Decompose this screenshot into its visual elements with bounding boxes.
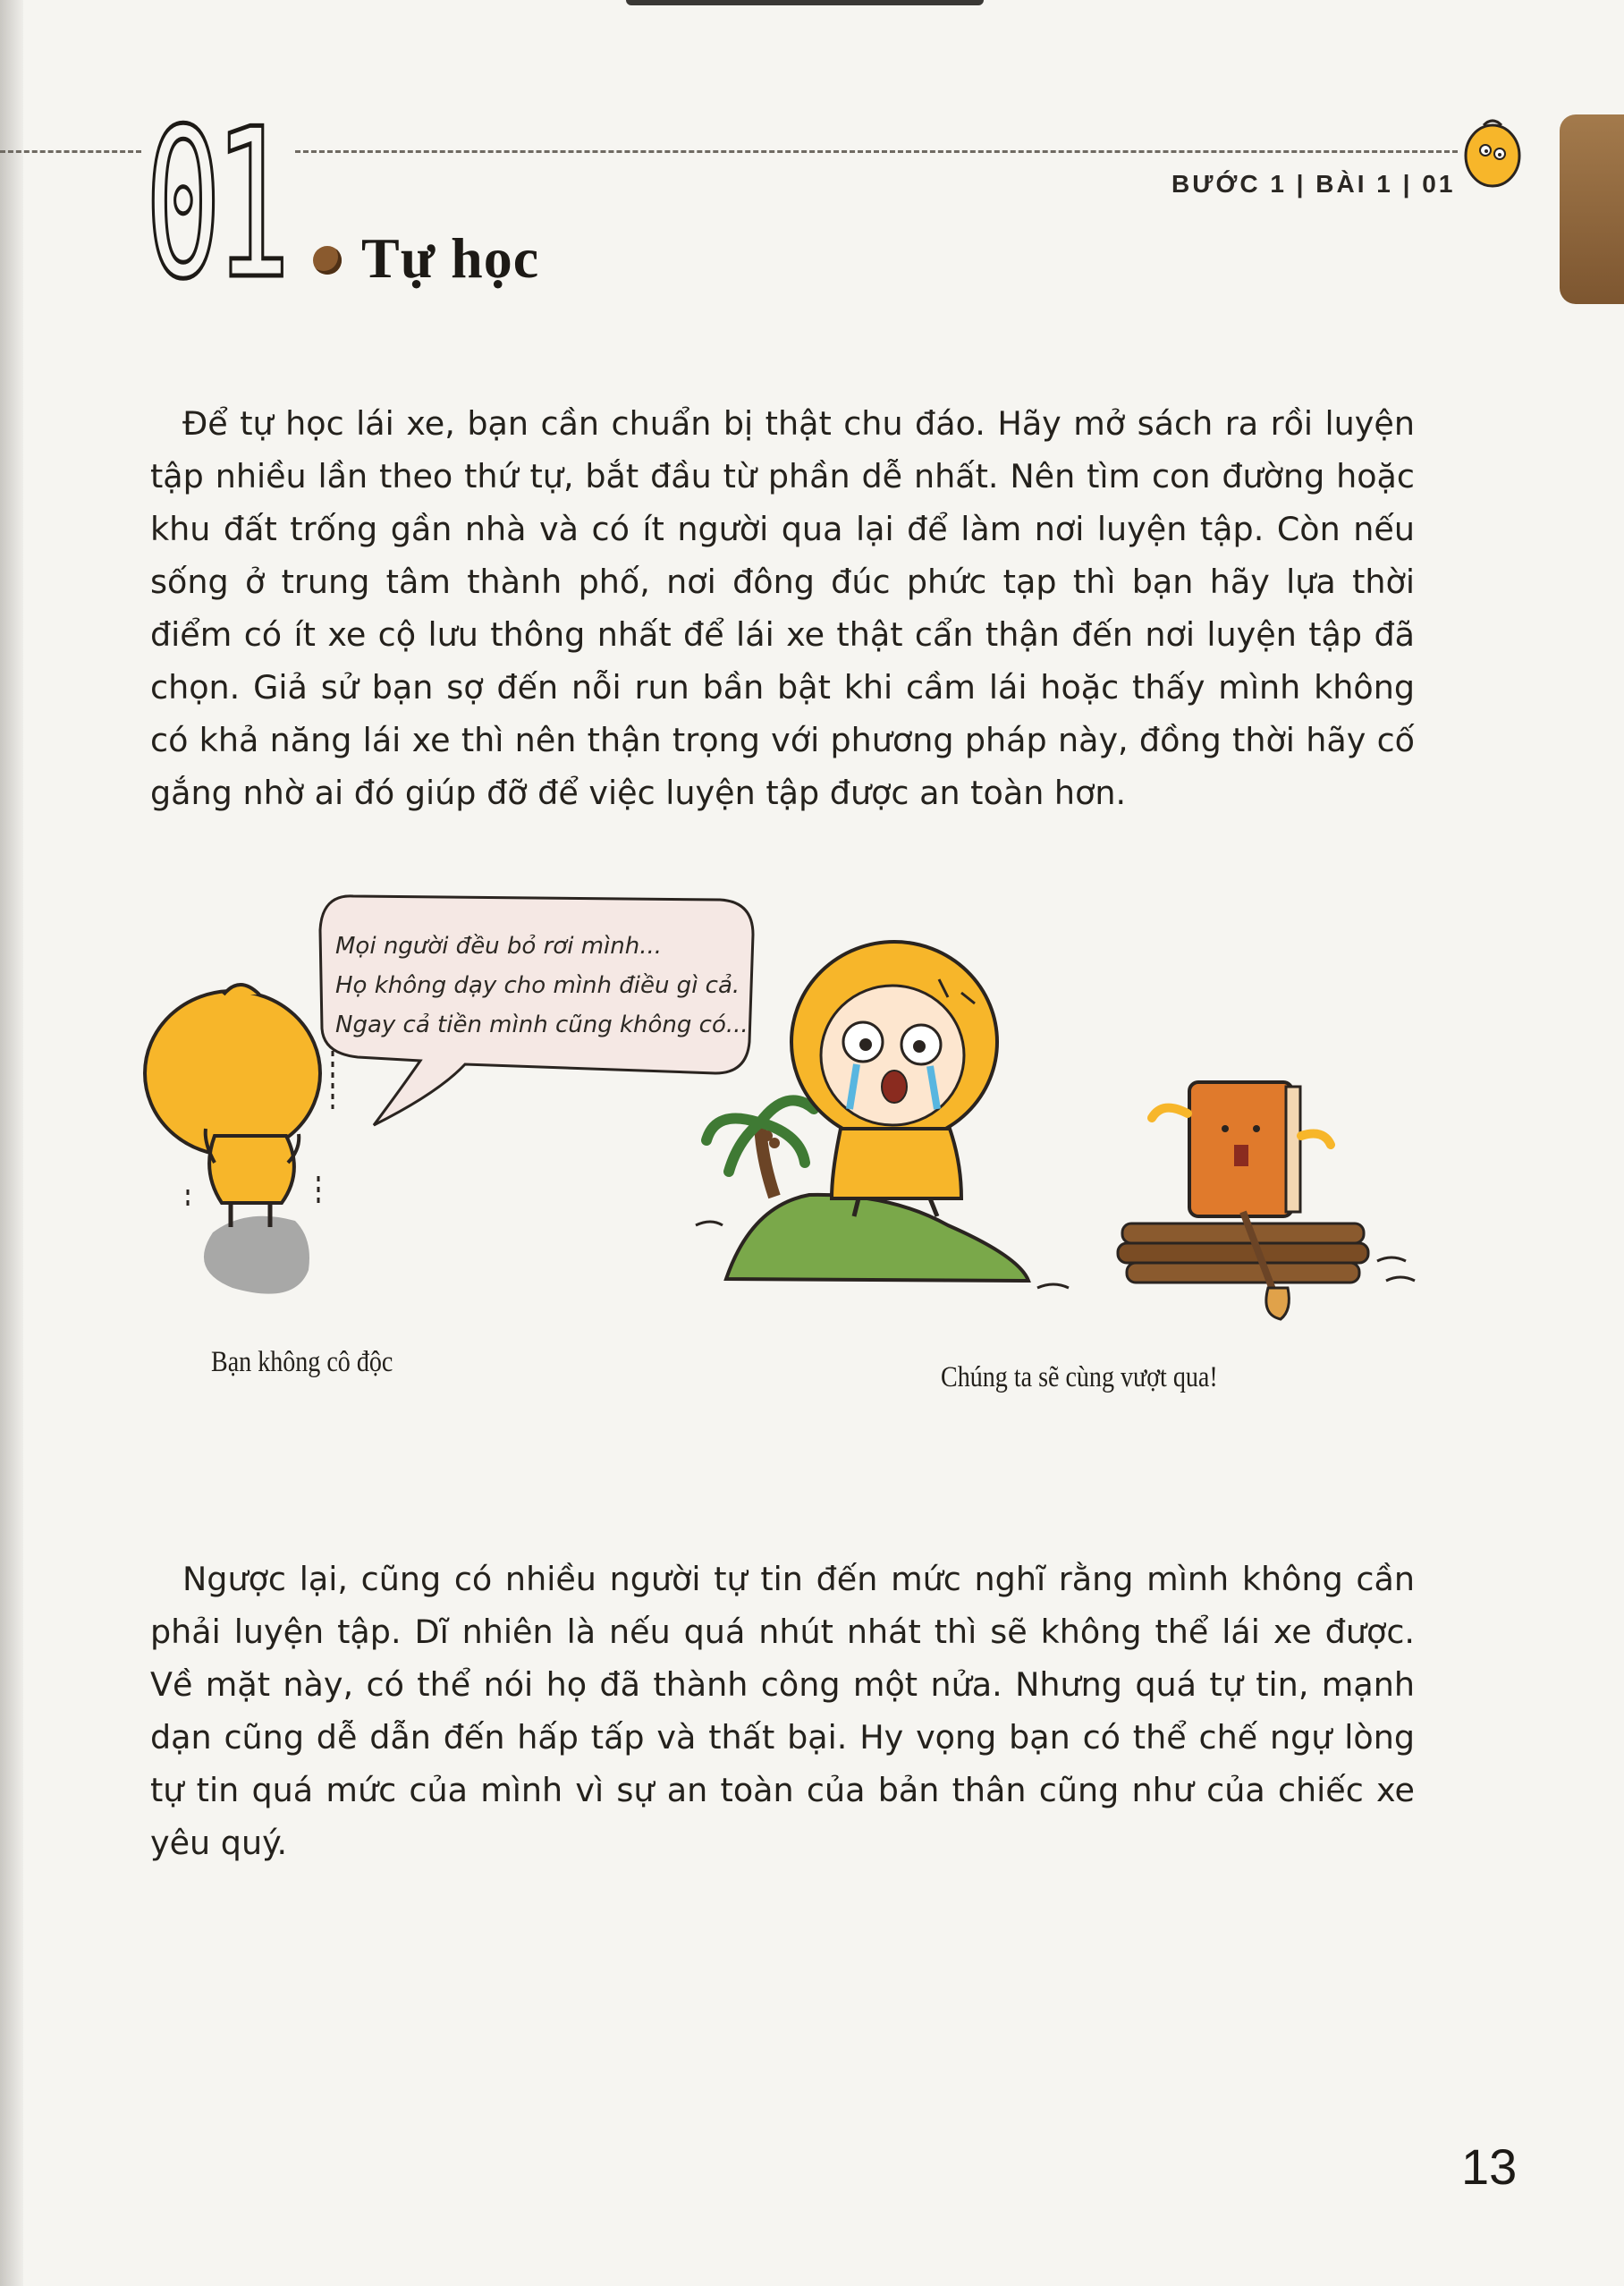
caption-left: Bạn không cô độc xyxy=(211,1346,393,1378)
raft-with-book-figure xyxy=(1118,1082,1415,1319)
section-title: Tự học xyxy=(361,226,540,290)
speech-bubble-text xyxy=(335,927,747,1045)
sad-chick-figure xyxy=(145,985,333,1294)
speech-line: Ngay cả tiền mình cũng không có... xyxy=(335,1012,749,1038)
speech-line: Họ không dạy cho mình điều gì cả. xyxy=(335,972,740,999)
breadcrumb: BƯỚC 1 | BÀI 1 | 01 xyxy=(1171,170,1456,198)
caption-right: Chúng ta sẽ cùng vượt qua! xyxy=(941,1361,1218,1393)
paragraph-intro: Để tự học lái xe, bạn cần chuẩn bị thật chu đáo. Hãy mở sách ra rồi luyện tập nhiều lần theo thứ tự, bắt đầu từ phần dễ nhất. Nên tìm con đường hoặc khu đất trống gần nhà và có ít người qua lại để làm nơi luyện tập. Còn nếu sống ở trung tâm thành phố, nơi đông đúc phức tạp thì bạn hãy lựa thời điểm có ít xe cộ lưu thông nhất để lái xe thật cẩn thận đến nơi luyện tập đã chọn. Giả sử bạn sợ đến nỗi run bần bật khi cầm lái hoặc thấy mình không có khả năng lái xe thì nên thận trọng với phương pháp này, đồng thời hãy cố gắng nhờ ai đó giúp đỡ để việc luyện tập được an toàn hơn. xyxy=(150,404,1415,812)
page-number: 13 xyxy=(1461,2138,1518,2195)
chapter-number: 01 xyxy=(145,86,283,325)
crying-kid-figure xyxy=(791,942,997,1216)
speech-line: Mọi người đều bỏ rơi mình... xyxy=(335,933,662,960)
paragraph-conclusion: Ngược lại, cũng có nhiều người tự tin đến mức nghĩ rằng mình không cần phải luyện tập. Dĩ nhiên là nếu quá nhút nhát thì sẽ không thể lái xe được. Về mặt này, có thể nói họ đã thành công một nửa. Nhưng quá tự tin, mạnh dạn cũng dễ dẫn đến hấp tấp và thất bại. Hy vọng bạn có thể chế ngự lòng tự tin quá mức của mình vì sự an toàn của bản thân cũng như của chiếc xe yêu quý. xyxy=(150,1560,1415,1862)
